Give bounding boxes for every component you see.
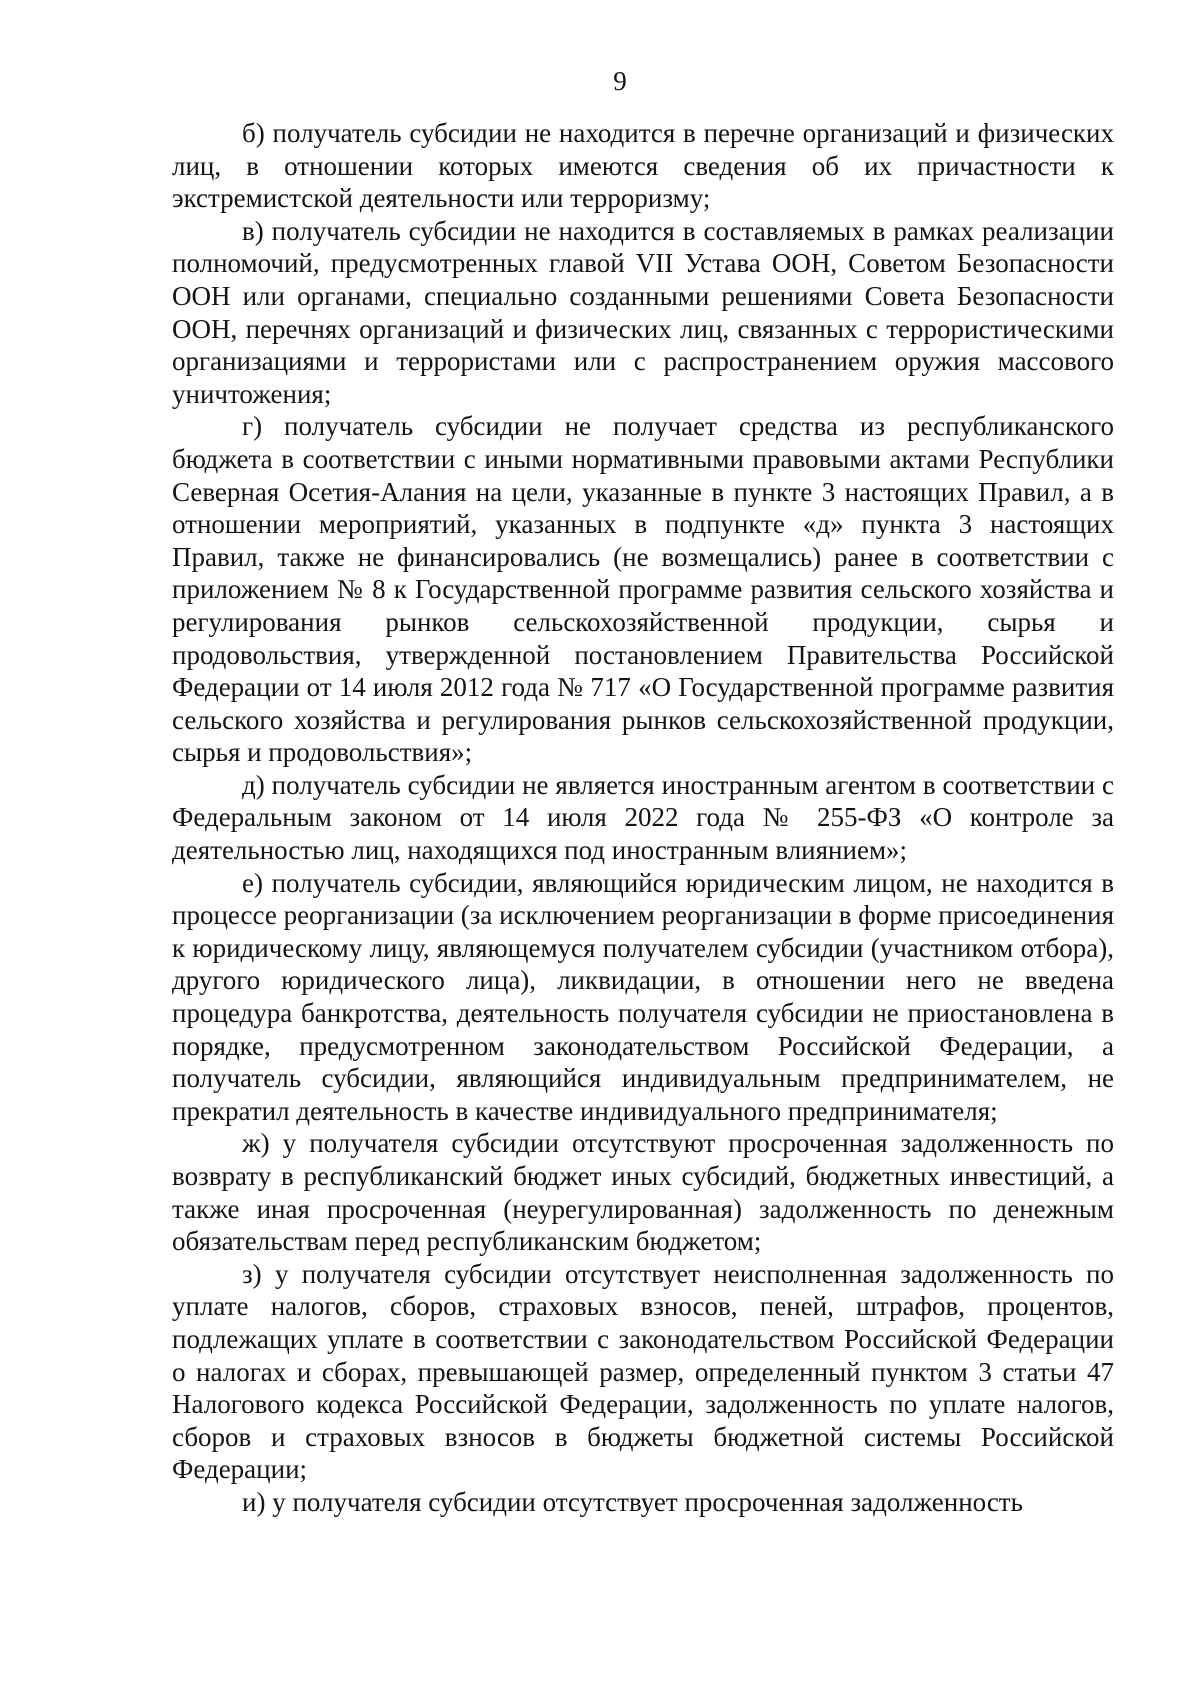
paragraph-i: и) у получателя субсидии отсутствует просроченная задолженность <box>242 1486 1023 1517</box>
paragraph-zh: ж) у получателя субсидии отсутствуют просроченная задолженность по возврату в республиканский бюджет иных субсидий, бюджетных инвестиций, а также иная просроченная (неурегулированная) задолженность по денежным обязательствам перед республиканским бюджетом; <box>172 1128 1114 1257</box>
paragraph-b: б) получатель субсидии не находится в перечне организаций и физических лиц, в отношении которых имеются сведения об их причастности к экстремистской деятельности или терроризму; <box>172 118 1114 214</box>
paragraph-z: з) у получателя субсидии отсутствует неисполненная задолженность по уплате налогов, сборов, страховых взносов, пеней, штрафов, процентов, подлежащих уплате в соответствии с законодательством Российской Федерации о налогах и сборах, превышающей размер, определенный пунктом 3 статьи 47 Налогового кодекса Российской Федерации, задолженность по уплате налогов, сборов и страховых взносов в бюджеты бюджетной системы Российской Федерации; <box>172 1258 1114 1485</box>
paragraph-v: в) получатель субсидии не находится в составляемых в рамках реализации полномочий, предусмотренных главой VII Устава ООН, Советом Безопасности ООН или органами, специально созданными решениями Совета Безопасности ООН, перечнях организаций и физических лиц, связанных с террористическими организациями и террористами или с распространением оружия массового уничтожения; <box>172 215 1114 409</box>
document-body <box>172 117 1114 1519</box>
paragraph-e: е) получатель субсидии, являющийся юридическим лицом, не находится в процессе реорганизации (за исключением реорганизации в форме присоединения к юридическому лицу, являющемуся получателем субсидии (участником отбора), другого юридического лица), ликвидации, в отношении него не введена процедура банкротства, деятельность получателя субсидии не приостановлена в порядке, предусмотренном законодательством Российской Федерации, а получатель субсидии, являющийся индивидуальным предпринимателем, не прекратил деятельность в качестве индивидуального предпринимателя; <box>172 867 1114 1126</box>
paragraph-d: д) получатель субсидии не является иностранным агентом в соответствии с Федеральным законом от 14 июля 2022 года № 255-ФЗ «О контроле за деятельностью лиц, находящихся под иностранным влиянием»; <box>172 769 1114 866</box>
page-number: 9 <box>613 66 627 96</box>
paragraph-g: г) получатель субсидии не получает средства из республиканского бюджета в соответствии с иными нормативными правовыми актами Республики Северная Осетия-Алания на цели, указанные в пункте 3 настоящих Правил, а в отношении мероприятий, указанных в подпункте «д» пункта 3 настоящих Правил, также не финансировались (не возмещались) ранее в соответствии с приложением № 8 к Государственной программе развития сельского хозяйства и регулирования рынков сельскохозяйственной продукции, сырья и продовольствия, утвержденной постановлением Правительства Российской Федерации от 14 июля 2012 года № 717 «О Государственной программе развития сельского хозяйства и регулирования рынков сельскохозяйственной продукции, сырья и продовольствия»; <box>172 411 1114 768</box>
